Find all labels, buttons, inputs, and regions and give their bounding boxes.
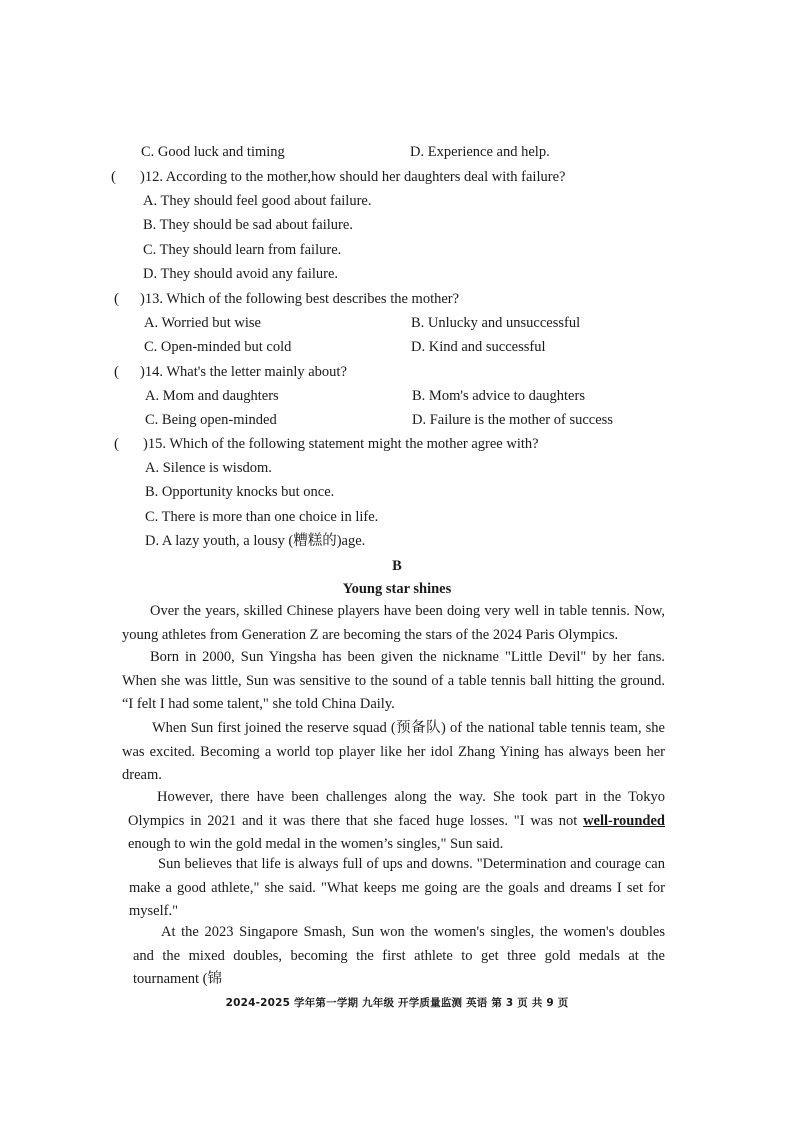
passage-paragraph-4	[128, 786, 665, 857]
q15-answer-paren: (	[114, 436, 119, 452]
q12-answer-paren: (	[111, 169, 116, 185]
q13-stem: )13. Which of the following best describes the mother?	[140, 291, 460, 307]
q14-answer-paren: (	[114, 364, 119, 380]
passage-title: Young star shines	[342, 581, 452, 597]
q15-option-d: D. A lazy youth, a lousy (糟糕的)age.	[145, 533, 366, 549]
q12-option-d: D. They should avoid any failure.	[143, 266, 339, 282]
q11-option-c: C. Good luck and timing	[141, 144, 285, 160]
q14-option-a: A. Mom and daughters	[145, 388, 279, 404]
q14-stem: )14. What's the letter mainly about?	[140, 364, 347, 380]
q15-option-a: A. Silence is wisdom.	[145, 460, 272, 476]
q13-option-b: B. Unlucky and unsuccessful	[411, 315, 581, 331]
q11-option-d: D. Experience and help.	[410, 144, 550, 160]
q12-option-a: A. They should feel good about failure.	[143, 193, 372, 209]
underlined-word: well-rounded	[583, 812, 665, 829]
passage-paragraph-3: When Sun first joined the reserve squad (预备队) of the national table tennis team, she was excited. Becoming a world top player like her idol Zhang Yining has always been her dream.	[122, 720, 665, 783]
q13-option-c: C. Open-minded but cold	[144, 339, 292, 355]
passage-paragraph-1: Over the years, skilled Chinese players have been doing very well in table tennis. Now, young athletes from Generation Z are becoming the stars of the 2024 Paris Olympics.	[122, 603, 665, 643]
q13-option-a: A. Worried but wise	[144, 315, 261, 331]
q14-option-c: C. Being open-minded	[145, 412, 277, 428]
passage-p4-text-before: However, there have been challenges along the way. She took part in the Tokyo Olympics in 2021 and it was there that she faced huge losses. "I was not	[128, 789, 665, 829]
q13-option-d: D. Kind and successful	[411, 339, 546, 355]
q15-option-b: B. Opportunity knocks but once.	[145, 484, 335, 500]
q13-answer-paren: (	[114, 291, 119, 307]
passage-paragraph-6: At the 2023 Singapore Smash, Sun won the women's singles, the women's doubles and the mixed doubles, becoming the first athlete to get three gold medals at the tournament (锦	[133, 924, 665, 987]
q12-option-c: C. They should learn from failure.	[143, 242, 342, 258]
page-footer: 2024-2025 学年第一学期 九年级 开学质量监测 英语 第 3 页 共 9 页	[225, 997, 569, 1009]
q15-stem: )15. Which of the following statement might the mother agree with?	[143, 436, 539, 452]
q14-option-d: D. Failure is the mother of success	[412, 412, 613, 428]
q14-option-b: B. Mom's advice to daughters	[412, 388, 585, 404]
q12-option-b: B. They should be sad about failure.	[143, 217, 353, 233]
passage-p4-text-after: enough to win the gold medal in the women’s singles," Sun said.	[128, 836, 504, 852]
passage-paragraph-5: Sun believes that life is always full of ups and downs. "Determination and courage can make a good athlete," she said. "What keeps me going are the goals and dreams I set for myself."	[129, 856, 665, 919]
passage-paragraph-2: Born in 2000, Sun Yingsha has been given the nickname "Little Devil" by her fans. When she was little, Sun was sensitive to the sound of a table tennis ball hitting the ground. “I felt I had some talent," she told China Daily.	[122, 649, 665, 712]
q15-option-c: C. There is more than one choice in life.	[145, 509, 379, 525]
section-letter: B	[392, 558, 402, 574]
q12-stem: )12. According to the mother,how should her daughters deal with failure?	[140, 169, 566, 185]
